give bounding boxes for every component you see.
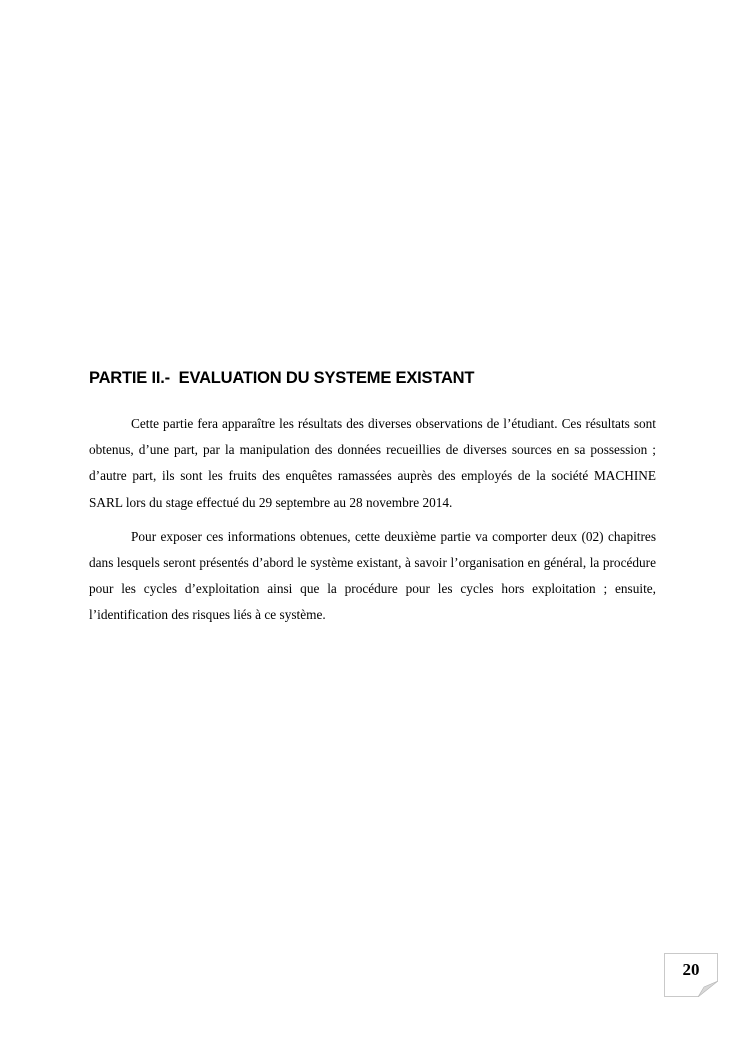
- page-number-box: [664, 953, 718, 997]
- page-curl-icon: [698, 981, 718, 997]
- page-number: 20: [682, 960, 700, 979]
- section-heading: PARTIE II.- EVALUATION DU SYSTEME EXISTANT: [89, 369, 475, 387]
- body-text: [89, 411, 656, 637]
- paragraph-structure: Pour exposer ces informations obtenues, cette deuxième partie va comporter deux (02) chapitres dans lesquels seront présentés d’abord le système existant, à savoir l’organisation en général, la procédure pour les cycles d’exploitation ainsi que la procédure pour les cycles hors exploitation ; ensuite, l’identification des risques liés à ce système.: [89, 528, 656, 623]
- paragraph-intro: Cette partie fera apparaître les résultats des diverses observations de l’étudiant. Ces résultats sont obtenus, d’une part, par la manipulation des données recueillies de diverses sources en sa possession ; d’autre part, ils sont les fruits des enquêtes ramassées auprès des employés de la société MACHINE SARL lors du stage effectué du 29 septembre au 28 novembre 2014.: [89, 416, 656, 510]
